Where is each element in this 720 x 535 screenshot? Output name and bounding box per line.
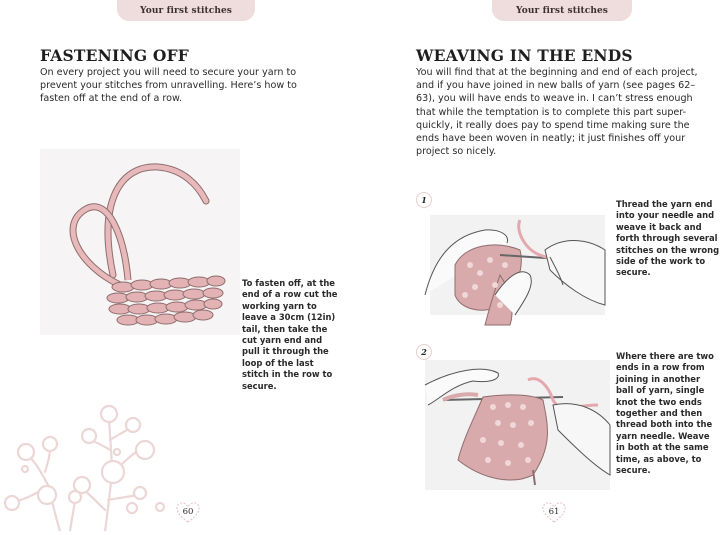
header-tab-label: Your first stitches: [516, 5, 608, 16]
berry-branch-icon: [0, 400, 170, 531]
page-number: 61: [540, 500, 568, 524]
fastening-off-caption: To fasten off, at the end of a row cut the working yarn to leave a 30cm (12in) tail, then take the cut yarn end and pull it through the loop of the last stitch in the row to secure.: [242, 278, 338, 391]
weaving-step-2-illustration: [413, 345, 618, 493]
header-tab-label: Your first stitches: [140, 5, 232, 16]
header-tab: [117, 0, 255, 21]
section-heading: FASTENING OFF: [40, 46, 189, 65]
step-2-caption: Where there are two ends in a row from joining in another ball of yarn, single knot the two ends together and then thread both into the yarn needle. Weave in both at the same time, as above, to secure.: [616, 351, 714, 476]
section-heading: WEAVING IN THE ENDS: [416, 46, 633, 65]
right-page: [360, 0, 720, 531]
left-page: [0, 0, 360, 531]
step-badge-1: 1: [416, 192, 432, 208]
step-badge-2: 2: [416, 344, 432, 360]
fastening-off-illustration: [38, 145, 246, 340]
header-tab: [492, 0, 632, 21]
weaving-step-1-illustration: [415, 195, 615, 330]
step-1-caption: Thread the yarn end into your needle and weave it back and forth through several stitches on the wrong side of the work to secure.: [616, 199, 720, 278]
intro-paragraph: On every project you will need to secure your yarn to prevent your stitches from unravelling. Here’s how to fasten off at the end of a row.: [40, 67, 297, 105]
page-number: 60: [174, 500, 202, 524]
intro-paragraph: You will find that at the beginning and end of each project, and if you have joined in new balls of yarn (see pages 62–63), you will have ends to weave in. I can’t stress enough that while the temptation is to complete this part super-quickly, it really does pay to spend time making sure the ends have been woven in neatly; it just finishes off your project so nicely.: [416, 67, 698, 158]
